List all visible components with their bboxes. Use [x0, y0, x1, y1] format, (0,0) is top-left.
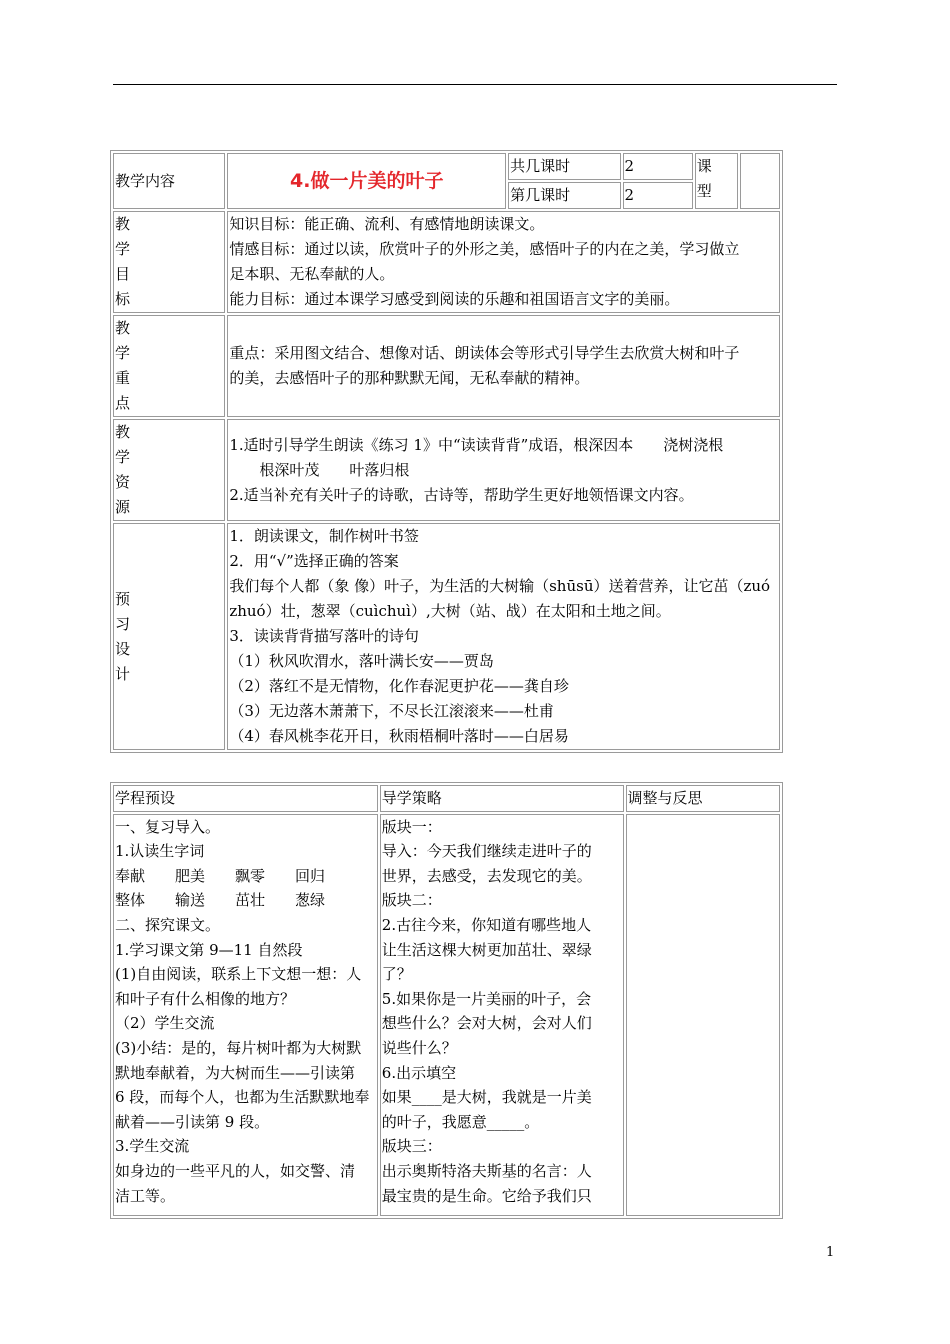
- page-number: 1: [826, 1245, 835, 1260]
- header-rule: [113, 84, 837, 85]
- preview-content: 1．朗读课文，制作树叶书签 2．用“√”选择正确的答案 我们每个人都（象 像）叶子，为生活的大树输（shūsū）送着营养，让它茁（zuó zhuó）壮，葱翠（cuìchuì）,大树（站、战）在太阳和土地之间。 3．读读背背描写落叶的诗句 （1）秋风吹渭水，落叶满长安——贾岛 （2）落红不是无情物，化作春泥更护花——龚自珍 （3）无边落木萧萧下，不尽长江滚滚来——杜甫 （4）春风桃李花开日，秋雨梧桐叶落时——白居易: [227, 523, 780, 750]
- header-guidance-strategy: 导学策略: [380, 785, 624, 812]
- key-points-label: 教 学 重 点: [113, 315, 225, 417]
- total-hours-label: 共几课时: [508, 153, 620, 180]
- header-adjustment: 调整与反思: [626, 785, 780, 812]
- lesson-type-label: 课 型: [695, 153, 738, 209]
- current-hour-label: 第几课时: [508, 182, 620, 209]
- adjustment-content: [626, 814, 780, 1216]
- lesson-title: 4.做一片美的叶子: [227, 153, 506, 209]
- guidance-strategy-content: 版块一： 导入：今天我们继续走进叶子的 世界，去感受，去发现它的美。 版块二： 2.古往今来，你知道有哪些地人 让生活这棵大树更加茁壮、翠绿 了？ 5.如果你是一片美丽的叶子，会 想些什么？会对大树，会对人们 说些什么？ 6.出示填空 如果____是大树，我就是一片美 的叶子，我愿意_____。 版块三： 出示奥斯特洛夫斯基的名言：人 最宝贵的是生命。它给予我们只: [380, 814, 624, 1216]
- lesson-type-value: [740, 153, 780, 209]
- header-learning-plan: 学程预设: [113, 785, 378, 812]
- resources-content: 1.适时引导学生朗读《练习 1》中“读读背背”成语，根深因本 浇树浇根 根深叶茂 叶落归根 2.适当补充有关叶子的诗歌，古诗等，帮助学生更好地领悟课文内容。: [227, 419, 780, 521]
- resources-label: 教 学 资 源: [113, 419, 225, 521]
- key-points-content: 重点：采用图文结合、想像对话、朗读体会等形式引导学生去欣赏大树和叶子 的美，去感悟叶子的那种默默无闻，无私奉献的精神。: [227, 315, 780, 417]
- learning-process-table: [110, 782, 783, 1219]
- learning-plan-content: 一、复习导入。 1.认读生字词 奉献 肥美 飘零 回归 整体 输送 茁壮 葱绿 二、探究课文。 1.学习课文第 9—11 自然段 (1)自由阅读，联系上下文想一想：人 和叶子有什么相像的地方？ （2）学生交流 (3)小结：是的，每片树叶都为大树默 默地奉献着，为大树而生——引读第 6 段，而每个人，也都为生活默默地奉 献着——引读第 9 段。 3.学生交流 如身边的一些平凡的人，如交警、清 洁工等。: [113, 814, 378, 1216]
- current-hour-value: 2: [623, 182, 693, 209]
- total-hours-value: 2: [623, 153, 693, 180]
- goals-content: 知识目标：能正确、流利、有感情地朗读课文。 情感目标：通过以读，欣赏叶子的外形之美，感悟叶子的内在之美，学习做立 足本职、无私奉献的人。 能力目标：通过本课学习感受到阅读的乐趣和祖国语言文字的美丽。: [227, 211, 780, 313]
- lesson-info-table: [110, 150, 783, 753]
- goals-label: 教 学 目 标: [113, 211, 225, 313]
- preview-label: 预 习 设 计: [113, 523, 225, 750]
- content-label: 教学内容: [113, 153, 225, 209]
